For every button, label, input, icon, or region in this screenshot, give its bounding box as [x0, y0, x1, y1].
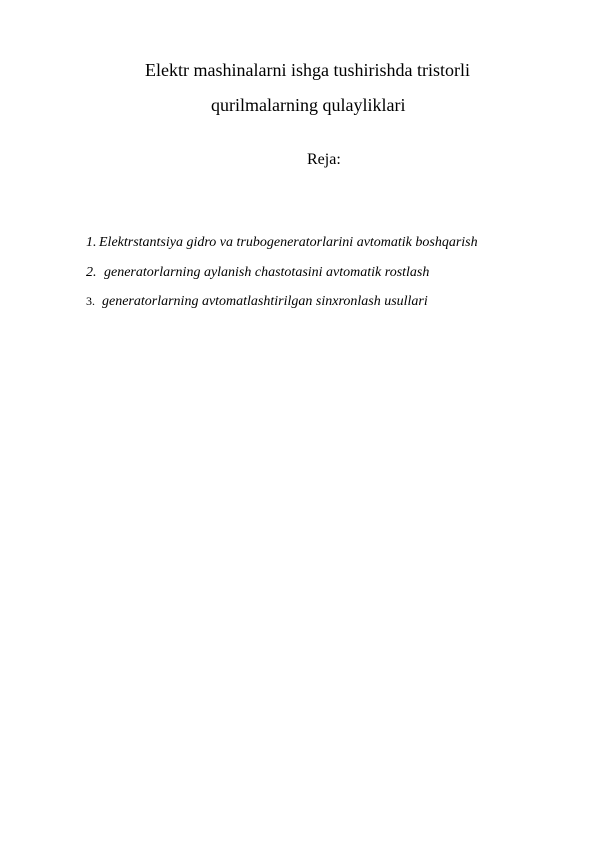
plan-item-number: 2.	[86, 265, 97, 280]
plan-item-1	[86, 236, 478, 250]
plan-item-2	[86, 266, 429, 280]
plan-item-number: 1.	[86, 235, 97, 250]
plan-item-3	[86, 295, 428, 309]
document-title-line-1: Elektr mashinalarni ishga tushirishda tristorli	[145, 60, 470, 80]
plan-item-text: Elektrstantsiya gidro va trubogeneratorlarini avtomatik boshqarish	[99, 235, 478, 250]
plan-item-text: generatorlarning aylanish chastotasini avtomatik rostlash	[104, 265, 430, 280]
document-title-line-2: qurilmalarning qulayliklari	[211, 95, 406, 115]
plan-heading: Reja:	[307, 151, 341, 168]
plan-item-number: 3.	[86, 294, 95, 308]
plan-item-text: generatorlarning avtomatlashtirilgan sinxronlash usullari	[102, 294, 428, 309]
